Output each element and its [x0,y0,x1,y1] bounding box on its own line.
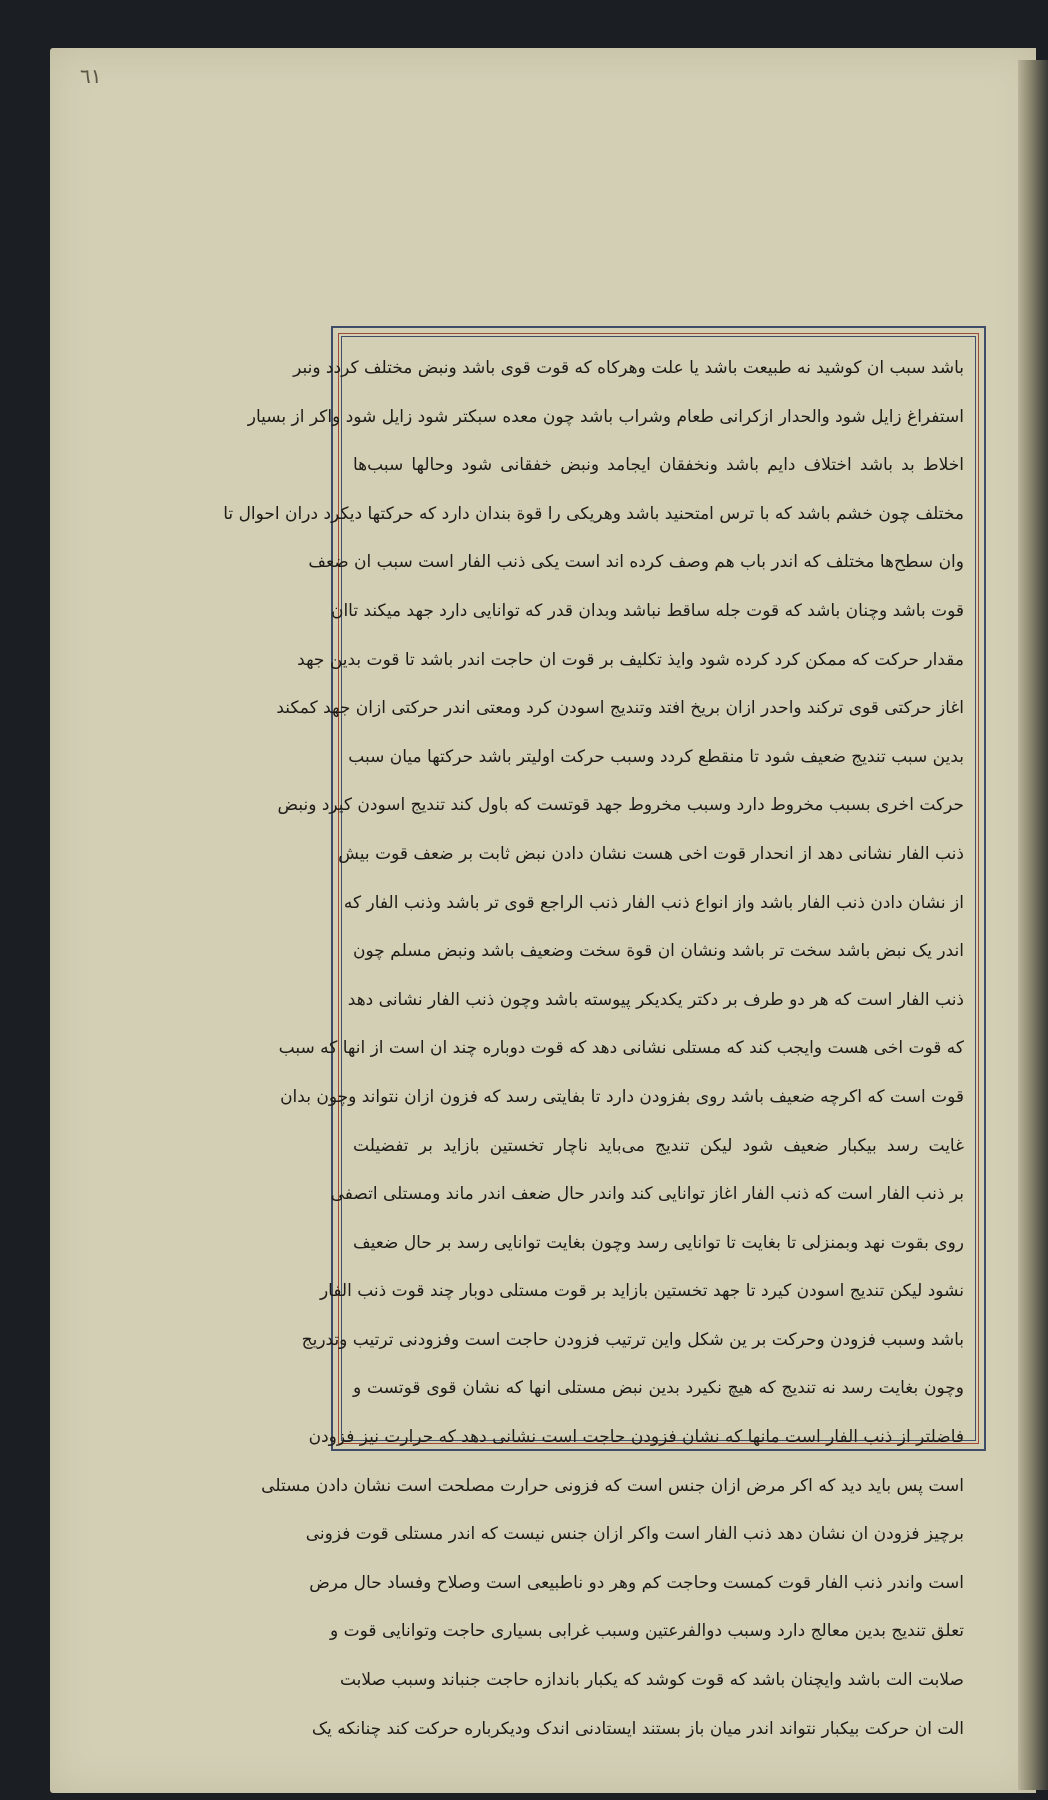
text-line: قوت باشد وچنان باشد که قوت جله ساقط نباشد وبدان قدر که توانایی دارد جهد میکند تاان [330,600,964,621]
page-edge [1018,60,1048,1790]
text-line: فاضلتر از ذنب الفار است مانها که نشان فزودن حاجت است نشانی دهد که حرارت نیز فزودن [308,1427,964,1448]
text-line: مختلف چون خشم باشد که با ترس امتحنید باشد وهریکی را قوة بندان دارد که حرکتها دیکرد دران احوال تا [223,503,964,524]
text-line: الت ان حرکت بیکبار نتواند اندر میان باز بستند ایستادنی اندک ودیکرباره حرکت کند چنانکه یک [311,1718,964,1739]
text-line: تعلق تندیج بدین معالج دارد وسبب دوالفرعتین وسبب غرابی بسیاری حاجت وتوانایی قوت و [330,1621,964,1642]
text-line: روی بقوت نهد وبمنزلی تا بغایت تا توانایی رسد وچون بغایت توانایی رسد بر حال ضعیف [353,1232,964,1253]
text-line: اخلاط بد باشد اختلاف دایم باشد ونخفقان ایجامد ونبض خفقانی شود وحالها سبب‌ها [353,455,964,476]
text-line: مقدار حرکت که ممکن کرد کرده شود وایذ تکلیف بر قوت ان حاجت اندر باشد تا قوت بدین جهد [297,649,964,670]
text-frame-inner [223,333,979,1739]
text-line: ذنب الفار است که هر دو طرف بر دکتر یکدیکر پیوسته باشد وچون ذنب الفار نشانی دهد [347,989,964,1010]
folio-number: ٦١ [80,64,102,88]
text-line: که قوت اخی هست وایجب کند که مستلی نشانی دهد که قوت دوباره چند ان است از انها که سبب [278,1038,964,1059]
text-block [223,344,964,1753]
text-line: بر ذنب الفار است که ذنب الفار اغاز توانایی کند واندر حال ضعف اندر ماند ومستلی اتصفی [330,1184,964,1205]
text-line: است واندر ذنب الفار قوت کمست وحاجت کم وهر دو ناطبیعی است وصلاح وفساد حال مرض [309,1572,964,1593]
text-line: از نشان دادن ذنب الفار باشد واز انواع ذنب الفار ذنب الراجع قوی تر باشد وذنب الفار که [343,892,964,913]
text-line: باشد سبب ان کوشید نه طبیعت باشد یا علت وهرکاه که قوت قوی باشد ونبض مختلف کردد ونبر [293,358,964,378]
text-line: وچون بغایت رسد نه تندیج که هیچ نکیرد بدین نبض مستلی انها که نشان قوی قوتست و [353,1378,964,1399]
text-line: بدین سبب تندیج ضعیف شود تا منقطع کردد وسبب حرکت اولیتر باشد حرکتها میان سبب [348,746,964,767]
text-line: باشد وسبب فزودن وحرکت بر ین شکل واین ترتیب فزودن حاجت است وفزودنی ترتیب وتدریج [301,1329,964,1350]
text-line: غایت رسد بیکبار ضعیف شود لیکن تندیج می‌باید ناچار تخستین بازاید بر تفضیلت [353,1135,964,1156]
text-line: قوت است که اکرچه ضعیف باشد روی بفزودن دارد تا بفایتی رسد که فزون ازان نتواند وچون بدان [280,1086,964,1107]
text-line: نشود لیکن تندیج اسودن کیرد تا جهد تخستین بازاید بر قوت مستلی دوبار چند قوت ذنب الفار [319,1281,964,1302]
text-line: حرکت اخری بسبب مخروط دارد وسبب مخروط جهد قوتست که باول کند تندیج اسودن کیرد ونبض [277,795,964,816]
text-line: وان سطح‌ها مختلف که اندر باب هم وصف کرده اند است یکی ذنب الفار است سبب ان ضعف [308,552,964,573]
text-line: اغاز حرکتی قوی ترکند واحدر ازان بریخ افتد وتندیج اسودن کرد ومعتی اندر حرکتی ازان جهد کمکند [276,698,964,719]
text-line: است پس باید دید که اکر مرض ازان جنس است که فزونی حرارت مصلحت است نشان دادن مستلی [261,1475,964,1496]
text-frame [223,326,986,1739]
text-line: استفراغ زایل شود والحدار ازکرانی طعام وشراب باشد چون معده سبکتر شود زایل شود واکر از بسیار [247,406,964,427]
text-line: صلابت الت باشد وایچنان باشد که قوت کوشد که یکبار باندازه حاجت جنباند وسبب صلابت [339,1670,964,1691]
text-line: برچیز فزودن ان نشان دهد ذنب الفار است واکر ازان جنس نیست که اندر مستلی قوت فزونی [305,1524,964,1545]
text-line: ذنب الفار نشانی دهد از انحدار قوت اخی هست نشان دادن نبض ثابت بر ضعف قوت بیش [338,843,964,864]
text-line: اندر یک نبض باشد سخت تر باشد ونشان ان قوة سخت وضعیف باشد ونبض مسلم چون [353,941,964,962]
